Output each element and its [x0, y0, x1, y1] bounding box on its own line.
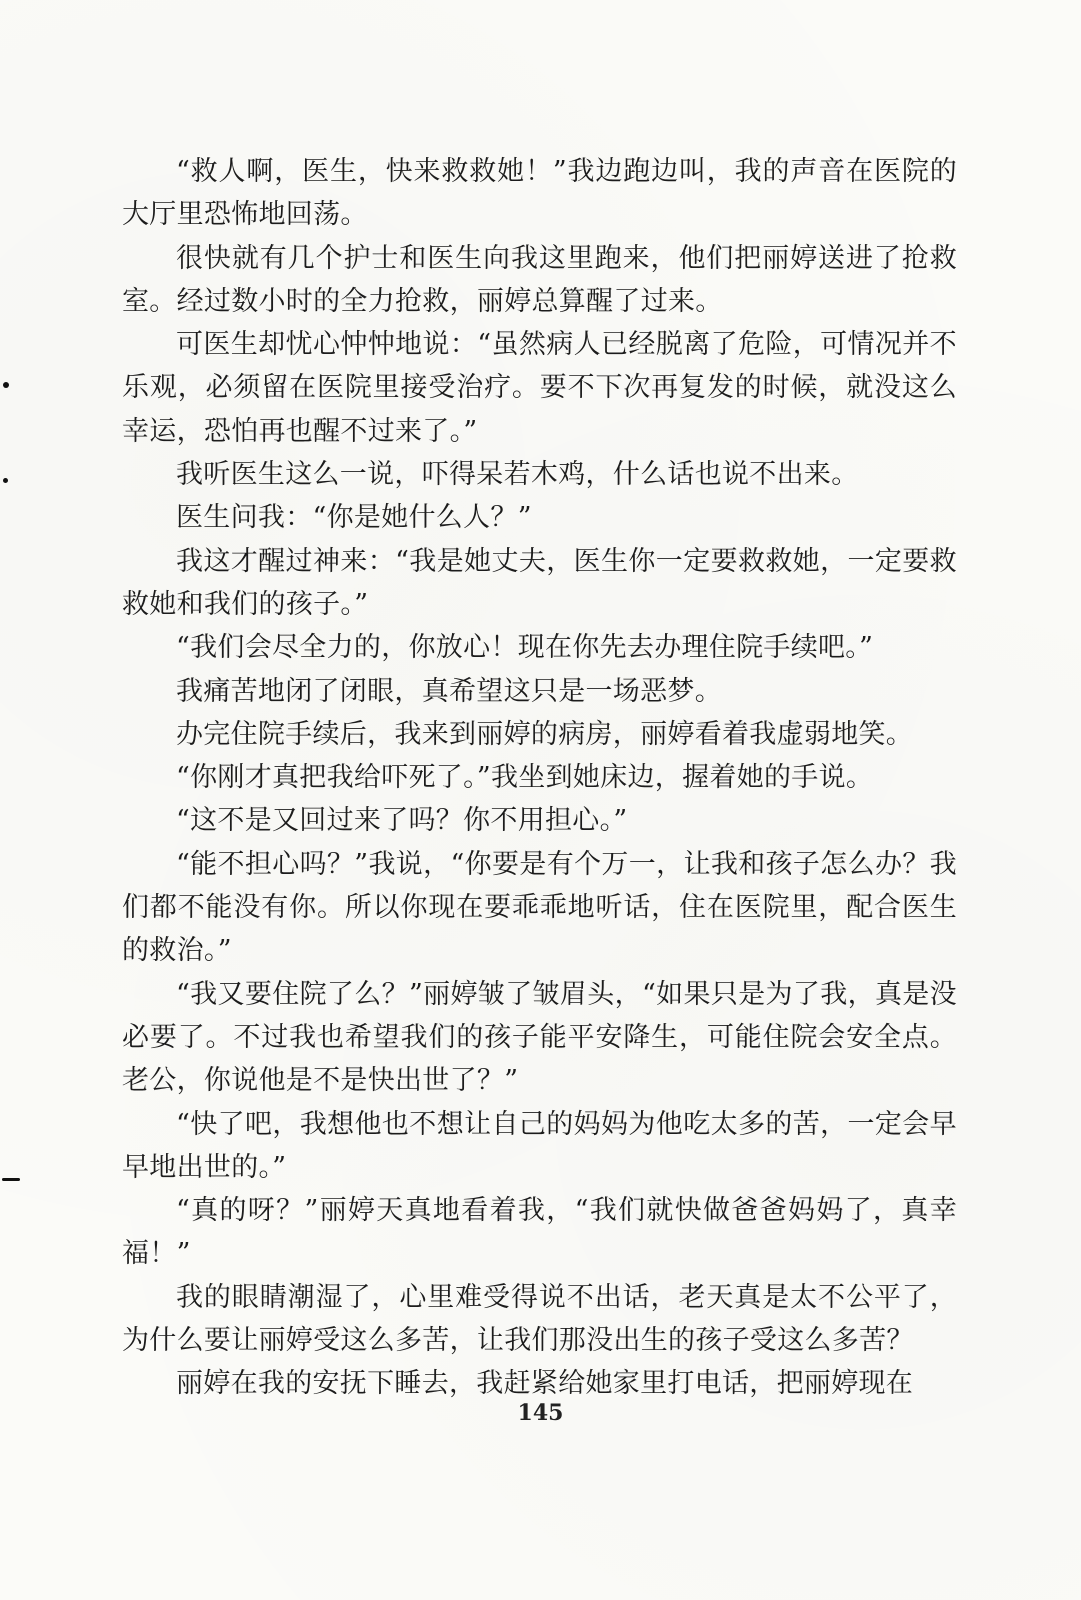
paragraph: 我痛苦地闭了闭眼，真希望这只是一场恶梦。	[176, 675, 722, 707]
paragraph: “快了吧，我想他也不想让自己的妈妈为他吃太多的苦，一定会早早地出世的。”	[122, 1108, 957, 1183]
paragraph: “我们会尽全力的，你放心！现在你先去办理住院手续吧。”	[176, 632, 874, 664]
paragraph: 丽婷在我的安抚下睡去，我赶紧给她家里打电话，把丽婷现在	[176, 1368, 914, 1400]
paragraph: 我这才醒过神来：“我是她丈夫，医生你一定要救救她，一定要救救她和我们的孩子。”	[122, 545, 957, 620]
body-text	[122, 150, 957, 1406]
paragraph: 办完住院手续后，我来到丽婷的病房，丽婷看着我虚弱地笑。	[176, 718, 914, 750]
paragraph: 可医生却忧心忡忡地说：“虽然病人已经脱离了危险，可情况并不乐观，必须留在医院里接受治疗。要不下次再复发的时候，就没这么幸运，恐怕再也醒不过来了。”	[122, 329, 957, 447]
scan-speck	[3, 382, 9, 388]
paragraph: “救人啊，医生，快来救救她！”我边跑边叫，我的声音在医院的大厅里恐怖地回荡。	[122, 156, 957, 231]
paragraph: 医生问我：“你是她什么人？”	[176, 502, 532, 534]
paragraph: 我听医生这么一说，吓得呆若木鸡，什么话也说不出来。	[176, 459, 859, 491]
paragraph: “这不是又回过来了吗？你不用担心。”	[176, 805, 628, 837]
paragraph: “你刚才真把我给吓死了。”我坐到她床边，握着她的手说。	[176, 762, 874, 794]
page-number: 145	[517, 1400, 564, 1426]
scan-speck	[2, 1178, 20, 1181]
paragraph: “真的呀？”丽婷天真地看着我，“我们就快做爸爸妈妈了，真幸福！”	[122, 1195, 957, 1270]
scan-speck	[3, 478, 8, 483]
paragraph: “能不担心吗？”我说，“你要是有个万一，让我和孩子怎么办？我们都不能没有你。所以你现在要乖乖地听话，住在医院里，配合医生的救治。”	[122, 848, 957, 967]
paragraph: 很快就有几个护士和医生向我这里跑来，他们把丽婷送进了抢救室。经过数小时的全力抢救，丽婷总算醒了过来。	[122, 242, 957, 317]
paragraph: 我的眼睛潮湿了，心里难受得说不出话，老天真是太不公平了，为什么要让丽婷受这么多苦，让我们那没出生的孩子受这么多苦？	[122, 1281, 957, 1357]
paragraph: “我又要住院了么？”丽婷皱了皱眉头，“如果只是为了我，真是没必要了。不过我也希望我们的孩子能平安降生，可能住院会安全点。老公，你说他是不是快出世了？”	[122, 978, 957, 1097]
